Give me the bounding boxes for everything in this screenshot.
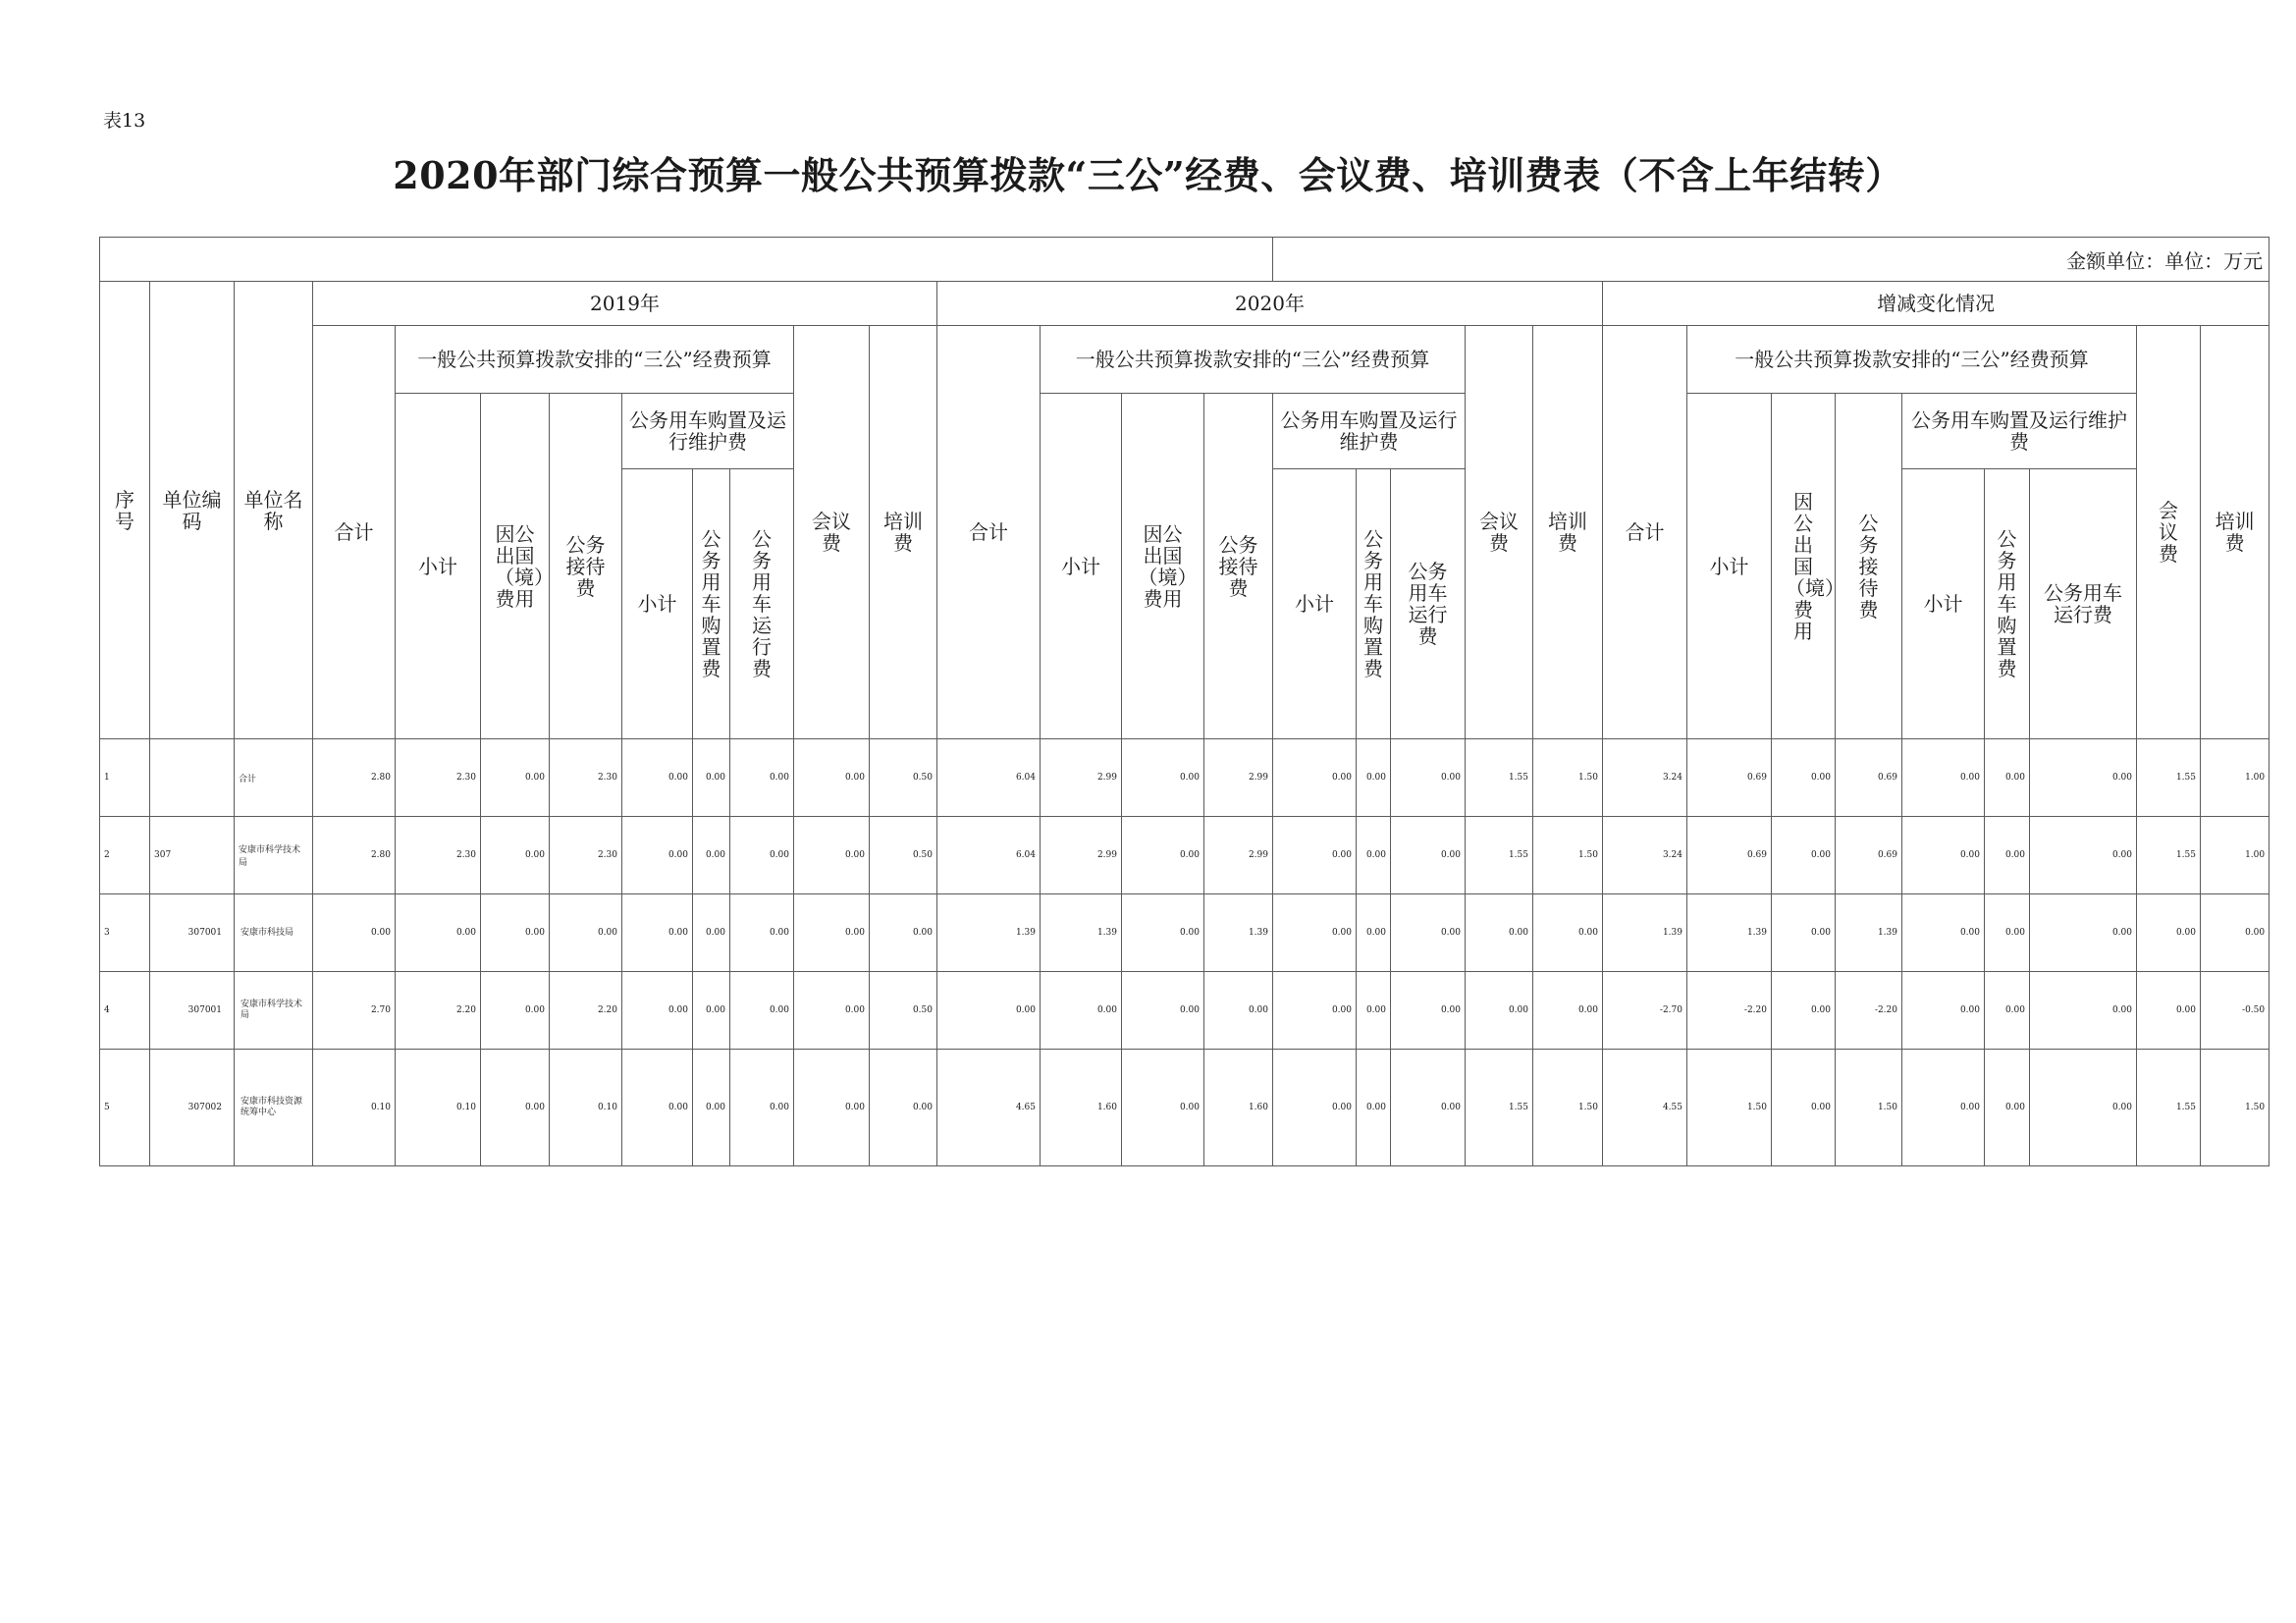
- row-value: 0.00: [1122, 817, 1204, 894]
- row-value: 0.00: [1122, 739, 1204, 817]
- unit-row-blank: [100, 238, 1273, 282]
- row-value: 1.00: [2201, 817, 2269, 894]
- row-value: 0.00: [481, 894, 550, 972]
- table-number: 表13: [103, 110, 146, 132]
- row-value: 2.30: [396, 739, 481, 817]
- row-value: 0.00: [1902, 817, 1985, 894]
- row-unit-name: 安康市科技局: [235, 894, 313, 972]
- row-value: 1.60: [1041, 1050, 1122, 1166]
- row-value: 0.00: [1902, 1050, 1985, 1166]
- row-value: 0.00: [1772, 817, 1836, 894]
- row-value: 2.30: [550, 817, 622, 894]
- row-value: 0.00: [1273, 739, 1357, 817]
- row-value: 0.00: [1357, 817, 1391, 894]
- amount-unit-label: 金额单位：单位：万元: [1273, 238, 2269, 282]
- total-change-header: 合计: [1603, 326, 1687, 739]
- row-value: 0.00: [1391, 739, 1466, 817]
- row-value: 0.00: [1357, 1050, 1391, 1166]
- sangong-2019-header: 一般公共预算拨款安排的“三公”经费预算: [396, 326, 794, 394]
- row-value: 0.00: [622, 972, 693, 1050]
- row-value: 0.00: [730, 972, 794, 1050]
- row-value: 0.00: [1985, 817, 2030, 894]
- row-unit-code: 307001: [150, 972, 235, 1050]
- row-value: 0.00: [550, 894, 622, 972]
- row-value: 0.00: [1985, 894, 2030, 972]
- budget-table: [99, 237, 2269, 1166]
- row-value: 0.00: [1357, 972, 1391, 1050]
- row-value: 1.50: [1533, 739, 1603, 817]
- row-value: 3.24: [1603, 817, 1687, 894]
- row-seq: 5: [100, 1050, 150, 1166]
- row-value: 0.00: [730, 817, 794, 894]
- unit-name-header: 单位名称: [235, 282, 313, 739]
- meeting-2020-header: 会议费: [1466, 326, 1533, 739]
- row-value: 2.80: [313, 739, 396, 817]
- row-value: 1.50: [1533, 817, 1603, 894]
- row-value: 0.00: [313, 894, 396, 972]
- abroad-change-header: 因公出国（境）费用: [1772, 394, 1836, 739]
- header-row-3: [100, 394, 2269, 469]
- row-value: 0.00: [1533, 894, 1603, 972]
- table-row: [100, 817, 2269, 894]
- row-value: -2.20: [1836, 972, 1902, 1050]
- row-value: 0.00: [481, 1050, 550, 1166]
- row-value: -2.20: [1687, 972, 1772, 1050]
- row-value: 0.00: [2030, 739, 2137, 817]
- row-value: 2.30: [396, 817, 481, 894]
- seq-header: 序号: [100, 282, 150, 739]
- row-unit-name: 安康市科学技术局: [235, 972, 313, 1050]
- row-value: 0.00: [1772, 1050, 1836, 1166]
- row-value: 0.00: [693, 817, 730, 894]
- row-value: 1.50: [1836, 1050, 1902, 1166]
- total-2019-header: 合计: [313, 326, 396, 739]
- row-value: 2.80: [313, 817, 396, 894]
- total-2020-header: 合计: [937, 326, 1041, 739]
- row-value: 0.00: [1533, 972, 1603, 1050]
- row-value: 0.00: [1273, 894, 1357, 972]
- row-value: 0.00: [1391, 817, 1466, 894]
- row-value: 0.00: [1391, 972, 1466, 1050]
- row-value: 1.55: [2137, 739, 2201, 817]
- vehicle-subtotal-change-header: 小计: [1902, 469, 1985, 739]
- row-value: 0.00: [794, 894, 870, 972]
- vehicle-subtotal-2019-header: 小计: [622, 469, 693, 739]
- reception-2020-header: 公务接待费: [1204, 394, 1273, 739]
- row-value: 0.69: [1687, 739, 1772, 817]
- row-value: 0.00: [622, 817, 693, 894]
- row-value: 0.00: [1273, 972, 1357, 1050]
- training-change-header: 培训费: [2201, 326, 2269, 739]
- vehicle-group-2019-header: 公务用车购置及运行维护费: [622, 394, 794, 469]
- row-value: 0.00: [1122, 1050, 1204, 1166]
- row-value: 0.00: [622, 1050, 693, 1166]
- row-value: 0.00: [794, 1050, 870, 1166]
- row-value: 0.10: [396, 1050, 481, 1166]
- row-value: 0.00: [2137, 972, 2201, 1050]
- subtotal-2019-header: 小计: [396, 394, 481, 739]
- row-value: 2.99: [1041, 817, 1122, 894]
- table-row: [100, 894, 2269, 972]
- row-value: 0.00: [481, 972, 550, 1050]
- sangong-2020-header: 一般公共预算拨款安排的“三公”经费预算: [1041, 326, 1466, 394]
- row-value: 0.00: [693, 1050, 730, 1166]
- row-value: 3.24: [1603, 739, 1687, 817]
- row-value: 0.00: [730, 894, 794, 972]
- row-value: 0.00: [730, 739, 794, 817]
- row-value: 6.04: [937, 817, 1041, 894]
- row-value: 1.55: [1466, 1050, 1533, 1166]
- unit-code-header: 单位编码: [150, 282, 235, 739]
- row-value: 0.69: [1836, 739, 1902, 817]
- row-unit-code: 307: [150, 817, 235, 894]
- row-value: 0.00: [693, 739, 730, 817]
- sangong-change-header: 一般公共预算拨款安排的“三公”经费预算: [1687, 326, 2137, 394]
- row-value: 0.00: [1902, 972, 1985, 1050]
- row-value: 1.39: [1204, 894, 1273, 972]
- row-value: 0.00: [1273, 817, 1357, 894]
- row-value: 0.10: [550, 1050, 622, 1166]
- row-seq: 3: [100, 894, 150, 972]
- abroad-2019-header: 因公出国（境）费用: [481, 394, 550, 739]
- row-value: 0.00: [1985, 1050, 2030, 1166]
- table-row: [100, 1050, 2269, 1166]
- header-row-1: [100, 282, 2269, 326]
- change-header: 增减变化情况: [1603, 282, 2269, 326]
- row-value: 0.00: [794, 972, 870, 1050]
- row-value: 4.65: [937, 1050, 1041, 1166]
- row-value: 0.00: [1357, 894, 1391, 972]
- vehicle-operation-2020-header: 公务用车运行费: [1391, 469, 1466, 739]
- row-unit-code: [150, 739, 235, 817]
- row-value: 1.55: [2137, 1050, 2201, 1166]
- row-value: 0.00: [396, 894, 481, 972]
- row-value: 0.00: [2201, 894, 2269, 972]
- subtotal-2020-header: 小计: [1041, 394, 1122, 739]
- row-value: 2.20: [550, 972, 622, 1050]
- row-value: 2.99: [1204, 739, 1273, 817]
- row-value: 0.00: [870, 1050, 937, 1166]
- row-unit-name: 安康市科技资源统筹中心: [235, 1050, 313, 1166]
- row-value: 0.00: [2030, 1050, 2137, 1166]
- row-value: 1.60: [1204, 1050, 1273, 1166]
- row-value: 0.00: [693, 972, 730, 1050]
- vehicle-purchase-2019-header: 公务用车购置费: [693, 469, 730, 739]
- row-value: -0.50: [2201, 972, 2269, 1050]
- vehicle-subtotal-2020-header: 小计: [1273, 469, 1357, 739]
- row-value: 4.55: [1603, 1050, 1687, 1166]
- row-unit-code: 307001: [150, 894, 235, 972]
- row-value: 0.00: [1985, 972, 2030, 1050]
- row-value: 1.39: [1603, 894, 1687, 972]
- training-2020-header: 培训费: [1533, 326, 1603, 739]
- row-value: 2.99: [1204, 817, 1273, 894]
- row-value: 0.00: [481, 817, 550, 894]
- abroad-2020-header: 因公出国（境）费用: [1122, 394, 1204, 739]
- row-value: 0.00: [2030, 894, 2137, 972]
- row-value: 0.00: [1122, 894, 1204, 972]
- row-value: 0.10: [313, 1050, 396, 1166]
- table-body: [100, 739, 2269, 1166]
- vehicle-purchase-change-header: 公务用车购置费: [1985, 469, 2030, 739]
- row-value: 6.04: [937, 739, 1041, 817]
- vehicle-purchase-2020-header: 公务用车购置费: [1357, 469, 1391, 739]
- row-value: 1.50: [1687, 1050, 1772, 1166]
- header-row-2: [100, 326, 2269, 394]
- row-value: 1.50: [2201, 1050, 2269, 1166]
- row-value: 1.55: [1466, 817, 1533, 894]
- row-value: 0.00: [481, 739, 550, 817]
- table-row: [100, 972, 2269, 1050]
- year-2019-header: 2019年: [313, 282, 937, 326]
- row-value: 1.55: [1466, 739, 1533, 817]
- year-2020-header: 2020年: [937, 282, 1603, 326]
- row-value: 0.00: [870, 894, 937, 972]
- row-unit-name: 合计: [235, 739, 313, 817]
- row-value: 0.69: [1836, 817, 1902, 894]
- row-value: 0.00: [1772, 739, 1836, 817]
- row-seq: 2: [100, 817, 150, 894]
- reception-2019-header: 公务接待费: [550, 394, 622, 739]
- vehicle-operation-2019-header: 公务用车运行费: [730, 469, 794, 739]
- row-value: 1.55: [2137, 817, 2201, 894]
- row-value: 0.00: [2030, 817, 2137, 894]
- subtotal-change-header: 小计: [1687, 394, 1772, 739]
- vehicle-group-change-header: 公务用车购置及运行维护费: [1902, 394, 2137, 469]
- row-value: 0.00: [1902, 739, 1985, 817]
- meeting-2019-header: 会议费: [794, 326, 870, 739]
- row-value: 0.00: [1273, 1050, 1357, 1166]
- row-value: -2.70: [1603, 972, 1687, 1050]
- row-value: 0.00: [693, 894, 730, 972]
- row-value: 0.50: [870, 817, 937, 894]
- row-value: 0.00: [730, 1050, 794, 1166]
- row-value: 0.00: [1357, 739, 1391, 817]
- row-value: 0.00: [622, 894, 693, 972]
- row-value: 0.00: [1902, 894, 1985, 972]
- meeting-change-header: 会议费: [2137, 326, 2201, 739]
- row-value: 0.69: [1687, 817, 1772, 894]
- row-seq: 1: [100, 739, 150, 817]
- row-value: 0.00: [1041, 972, 1122, 1050]
- row-value: 2.30: [550, 739, 622, 817]
- row-value: 0.00: [1204, 972, 1273, 1050]
- row-value: 0.00: [1772, 972, 1836, 1050]
- row-unit-name: 安康市科学技术局: [235, 817, 313, 894]
- row-value: 0.00: [937, 972, 1041, 1050]
- training-2019-header: 培训费: [870, 326, 937, 739]
- row-value: 0.00: [794, 739, 870, 817]
- row-value: 0.00: [1391, 1050, 1466, 1166]
- row-value: 0.00: [794, 817, 870, 894]
- row-value: 1.39: [937, 894, 1041, 972]
- row-value: 0.00: [1466, 894, 1533, 972]
- row-value: 0.00: [1772, 894, 1836, 972]
- row-value: 0.00: [2137, 894, 2201, 972]
- row-value: 1.39: [1836, 894, 1902, 972]
- row-value: 2.99: [1041, 739, 1122, 817]
- reception-change-header: 公务接待费: [1836, 394, 1902, 739]
- row-value: 0.00: [1122, 972, 1204, 1050]
- unit-row: [100, 238, 2269, 282]
- row-unit-code: 307002: [150, 1050, 235, 1166]
- vehicle-group-2020-header: 公务用车购置及运行维护费: [1273, 394, 1466, 469]
- row-value: 1.39: [1687, 894, 1772, 972]
- row-value: 0.50: [870, 972, 937, 1050]
- row-seq: 4: [100, 972, 150, 1050]
- row-value: 0.00: [1985, 739, 2030, 817]
- row-value: 0.50: [870, 739, 937, 817]
- row-value: 0.00: [1466, 972, 1533, 1050]
- row-value: 2.20: [396, 972, 481, 1050]
- row-value: 0.00: [1391, 894, 1466, 972]
- row-value: 1.39: [1041, 894, 1122, 972]
- row-value: 0.00: [622, 739, 693, 817]
- row-value: 1.50: [1533, 1050, 1603, 1166]
- page-title: 2020年部门综合预算一般公共预算拨款“三公”经费、会议费、培训费表（不含上年结转）: [393, 153, 1903, 197]
- vehicle-operation-change-header: 公务用车运行费: [2030, 469, 2137, 739]
- row-value: 2.70: [313, 972, 396, 1050]
- table-row: [100, 739, 2269, 817]
- row-value: 0.00: [2030, 972, 2137, 1050]
- row-value: 1.00: [2201, 739, 2269, 817]
